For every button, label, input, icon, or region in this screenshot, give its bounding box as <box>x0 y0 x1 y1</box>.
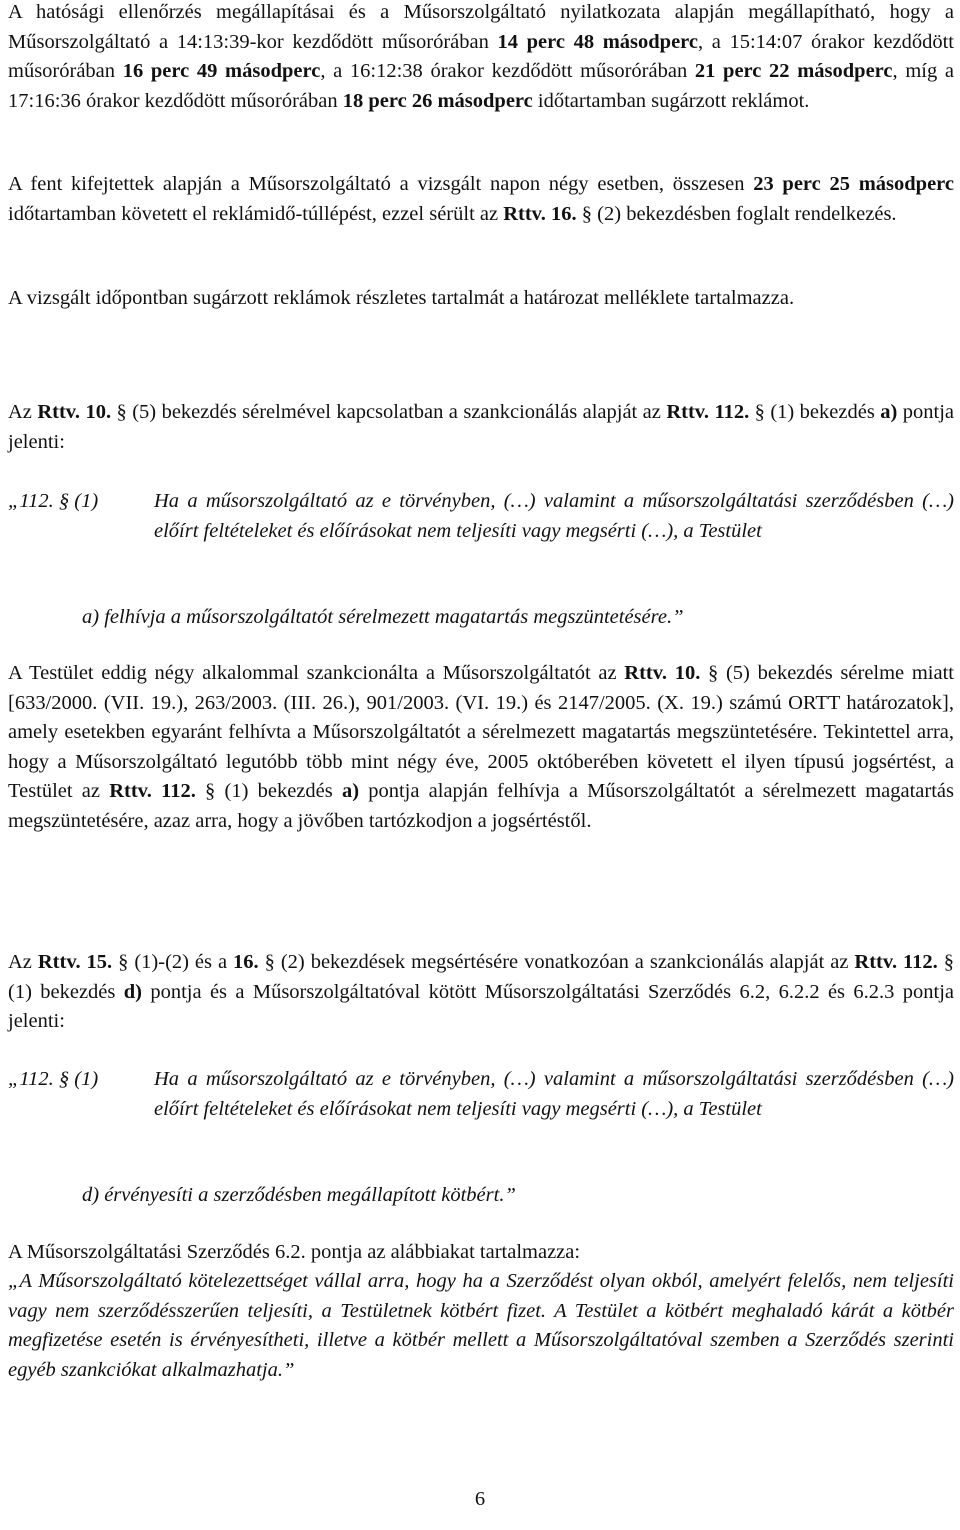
bold-reference: 18 perc 26 másodperc <box>342 89 533 112</box>
bold-reference: d) <box>123 980 142 1003</box>
bold-reference: Rttv. 10. <box>624 662 701 684</box>
text-run: A Műsorszolgáltatási Szerződés 6.2. pontja az alábbiakat tartalmazza: <box>8 1241 581 1263</box>
text-run: A Testület eddig négy alkalommal szankcionálta a Műsorszolgáltatót az <box>8 662 625 684</box>
quote-point-a: a) felhívja a műsorszolgáltatót sérelmezett magatartás megszüntetésére.” <box>82 606 684 628</box>
paragraph-findings <box>8 0 954 116</box>
text-run: , a 16:12:38 órakor kezdődött műsorórában <box>320 60 695 83</box>
text-run: § (1) bekezdés <box>8 951 955 1003</box>
text-run: § (2) bekezdések megsértésére vonatkozóan a szankcionálás alapját az <box>258 951 855 973</box>
page-number: 6 <box>474 1488 486 1510</box>
text-run: § (2) bekezdésben foglalt rendelkezés. <box>576 202 897 225</box>
paragraph-contract-quote <box>8 1267 954 1385</box>
quote-point-d: d) érvényesíti a szerződésben megállapított kötbért.” <box>82 1184 516 1206</box>
text-run: , míg a 17:16:36 órakor kezdődött műsorórában <box>8 60 954 112</box>
text-run: A vizsgált időpontban sugárzott reklámok részletes tartalmát a határozat melléklete tartalmazza. <box>8 287 795 309</box>
text-run: A hatósági ellenőrzés megállapításai és a Műsorszolgáltató nyilatkozata alapján megállapítható, hogy a Műsorszolgáltató a 14:13:39-kor kezdődött műsorórában <box>8 1 954 53</box>
paragraph-contract-intro <box>8 1238 954 1268</box>
bold-reference: 14 perc 48 másodperc <box>497 30 698 53</box>
quote-body: Ha a műsorszolgáltató az e törvényben, (…) valamint a műsorszolgáltatási szerződésben (…) előírt feltételeket és előírásokat nem teljesíti vagy megsérti (…), a Testület <box>154 1068 954 1120</box>
text-run: időtartamban követett el reklámidő-túllépést, ezzel sérült az <box>8 202 504 225</box>
paragraph-legal-basis-1 <box>8 398 954 457</box>
bold-reference: Rttv. 16. <box>503 202 577 225</box>
bold-reference: Rttv. 10. <box>37 401 112 423</box>
text-run: § (5) bekezdés sérelme miatt [633/2000. (VII. 19.), 263/2003. (III. 26.), 901/2003. (VI. 19.) és 2147/2005. (X. 19.) számú ORTT határozatok], amely esetekben egyaránt felhívta a Műsorszolgáltatót a sérelmezett magatartás megszüntetésére. Tekintettel arra, hogy a Műsorszolgáltató legutóbb több mint négy éve, 2005 októberében követett el ilyen típusú jogsértést, a Testület az <box>8 662 954 803</box>
quote-section-number: „112. § (1) <box>8 490 99 512</box>
bold-reference: Rttv. 15. <box>37 951 113 973</box>
bold-reference: a) <box>341 780 360 803</box>
paragraph-legal-basis-2 <box>8 948 954 1037</box>
text-run: § (1)-(2) és a <box>112 951 234 973</box>
bold-reference: Rttv. 112. <box>666 401 750 423</box>
bold-reference: a) <box>880 401 898 423</box>
bold-reference: 23 perc 25 másodperc <box>753 173 954 195</box>
bold-reference: Rttv. 112. <box>109 780 196 803</box>
text-run: Az <box>8 401 38 423</box>
text-run: pontja és a Műsorszolgáltatóval kötött Műsorszolgáltatási Szerződés 6.2, 6.2.2 és 6.2.3 pontja jelenti: <box>8 980 954 1033</box>
bold-reference: Rttv. 112. <box>854 951 938 973</box>
text-run: , a 15:14:07 órakor kezdődött műsorórában <box>8 30 954 83</box>
text-run: pontja alapján felhívja a Műsorszolgáltatót a sérelmezett magatartás megszüntetésére, azaz arra, hogy a jövőben tartózkodjon a jogsértéstől. <box>8 780 954 832</box>
text-run: § (5) bekezdés sérelmével kapcsolatban a szankcionálás alapját az <box>111 401 667 423</box>
text-run: § (1) bekezdés <box>749 401 881 423</box>
bold-reference: 16 perc 49 másodperc <box>122 60 321 83</box>
bold-reference: 16. <box>233 951 259 973</box>
paragraph-conclusion <box>8 170 954 229</box>
text-run: „A Műsorszolgáltató kötelezettséget vállal arra, hogy ha a Szerződést olyan okból, amelyért felelős, nem teljesíti vagy nem szerződésszerűen teljesíti, a Testületnek kötbért fizet. A Testület a kötbért meghaladó kárát a kötbér megfizetése esetén is érvényesítheti, illetve a kötbér mellett a Műsorszolgáltatóval szemben a Szerződés szerinti egyéb szankciókat alkalmazhatja.” <box>8 1270 954 1381</box>
quote-body: Ha a műsorszolgáltató az e törvényben, (…) valamint a műsorszolgáltatási szerződésben (…) előírt feltételeket és előírásokat nem teljesíti vagy megsérti (…), a Testület <box>154 490 954 542</box>
text-run: § (1) bekezdés <box>195 780 342 803</box>
paragraph-prior-sanctions <box>8 659 954 837</box>
paragraph-attachment-note <box>8 284 954 314</box>
bold-reference: 21 perc 22 másodperc <box>694 60 893 83</box>
text-run: Az <box>8 951 38 973</box>
text-run: A fent kifejtettek alapján a Műsorszolgáltató a vizsgált napon négy esetben, összesen <box>8 173 754 195</box>
quote-section-number: „112. § (1) <box>8 1068 99 1090</box>
text-run: pontja jelenti: <box>8 401 955 453</box>
text-run: időtartamban sugárzott reklámot. <box>532 89 810 112</box>
